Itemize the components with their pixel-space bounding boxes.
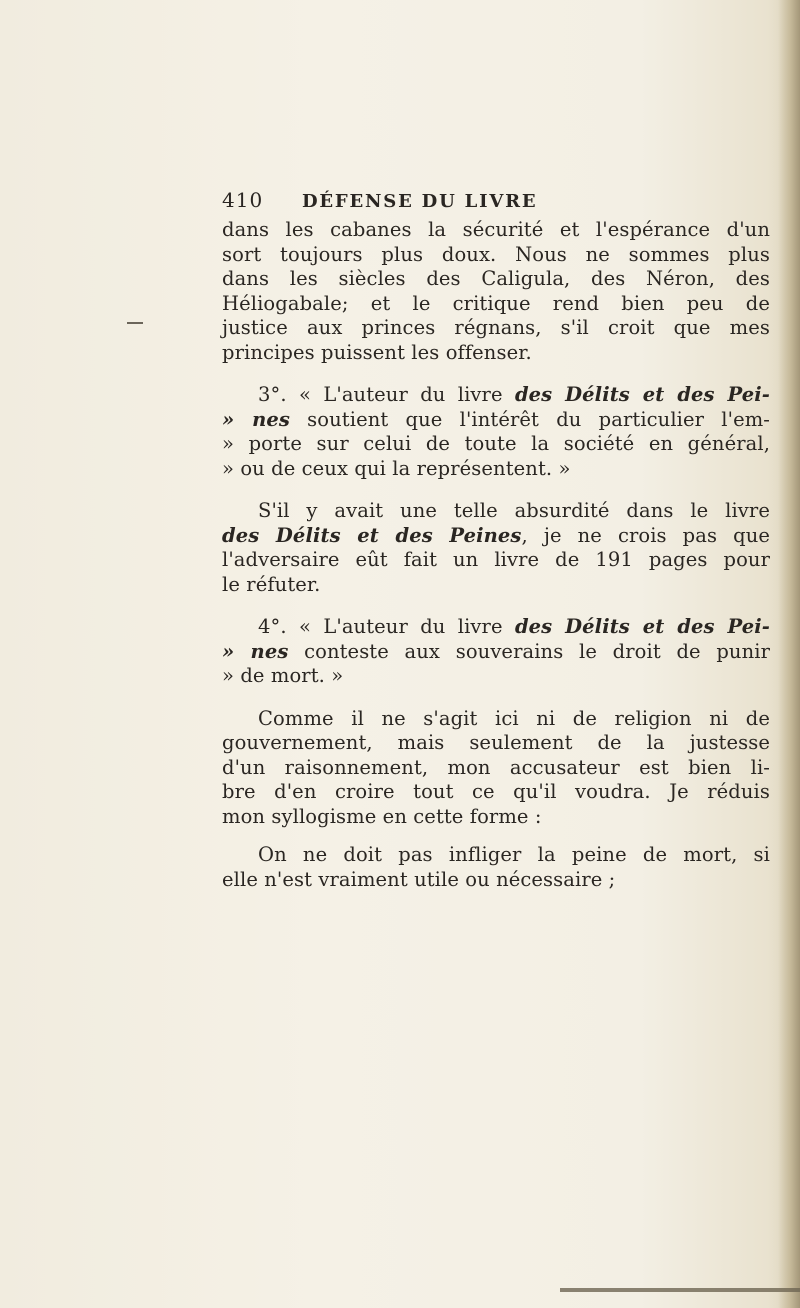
text-run: 3°. « L'auteur du livre	[258, 383, 515, 406]
text-line: Héliogabale; et le critique rend bien peu de	[222, 291, 770, 315]
paragraph-2	[222, 383, 770, 481]
page-bottom-edge	[560, 1288, 800, 1292]
margin-mark	[127, 322, 143, 324]
book-title-italic: des Délits et des Pei-	[514, 615, 770, 638]
text-line	[222, 615, 770, 640]
text-line: dans les siècles des Caligula, des Néron, des	[222, 267, 770, 290]
running-title: DÉFENSE DU LIVRE	[302, 191, 538, 212]
text-line: l'adversaire eût fait un livre de 191 pages pour	[222, 548, 770, 571]
text-line: sort toujours plus doux. Nous ne sommes plus	[222, 242, 770, 266]
paragraph-4	[222, 615, 770, 689]
text-line: dans les cabanes la sécurité et l'espérance d'un	[222, 218, 770, 241]
running-head	[222, 188, 770, 216]
text-line	[222, 408, 770, 433]
book-title-italic: des Délits et des Pei-	[514, 383, 770, 406]
text-run: conteste aux souverains le droit de punir	[288, 639, 770, 663]
text-line: le réfuter.	[222, 572, 321, 596]
paragraph-6	[222, 843, 770, 892]
text-line: » porte sur celui de toute la société en général,	[222, 432, 770, 455]
text-line: On ne doit pas infliger la peine de mort, si	[258, 843, 770, 866]
text-line: gouvernement, mais seulement de la justesse	[222, 731, 770, 754]
paragraph-5	[222, 707, 770, 830]
text-run: 4°. « L'auteur du livre	[258, 615, 515, 638]
page-text	[222, 188, 770, 892]
text-line: mon syllogisme en cette forme :	[222, 804, 542, 828]
text-line: bre d'en croire tout ce qu'il voudra. Je réduis	[222, 780, 770, 803]
text-line	[222, 383, 770, 408]
paragraph-3	[222, 499, 770, 597]
page-number: 410	[222, 188, 264, 212]
book-title-italic: » nes	[222, 407, 290, 431]
text-line: d'un raisonnement, mon accusateur est bien li-	[222, 755, 770, 779]
text-line: elle n'est vraiment utile ou nécessaire ;	[222, 867, 616, 891]
paragraph-1	[222, 218, 770, 365]
text-line: justice aux princes régnans, s'il croit que mes	[222, 316, 770, 339]
page-binding-edge	[778, 0, 800, 1308]
text-line	[222, 524, 770, 549]
text-run: soutient que l'intérêt du particulier l'em-	[289, 407, 771, 431]
text-line: Comme il ne s'agit ici ni de religion ni de	[258, 706, 770, 730]
text-line: » ou de ceux qui la représentent. »	[222, 456, 571, 480]
text-run: , je ne crois pas que	[521, 523, 770, 547]
text-line	[222, 640, 770, 665]
text-line: S'il y avait une telle absurdité dans le livre	[258, 499, 770, 522]
text-line: » de mort. »	[222, 664, 344, 687]
book-title-italic: » nes	[222, 639, 289, 663]
text-line: principes puissent les offenser.	[222, 340, 532, 364]
book-title-italic: des Délits et des Peines	[222, 523, 522, 547]
